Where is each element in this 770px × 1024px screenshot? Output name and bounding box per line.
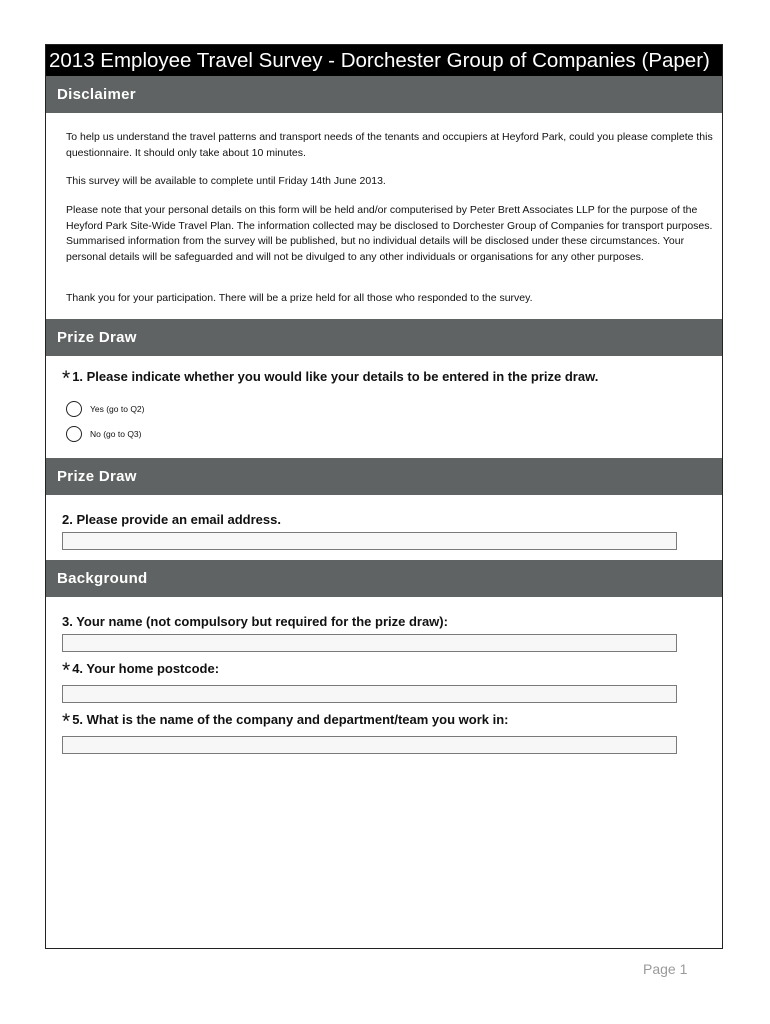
question-2: 2. Please provide an email address. xyxy=(62,512,281,527)
question-1 xyxy=(62,367,598,391)
question-3: 3. Your name (not compulsory but required for the prize draw): xyxy=(62,614,448,629)
radio-yes[interactable] xyxy=(66,401,82,417)
disclaimer-paragraph-privacy: Please note that your personal details on this form will be held and/or computerised by Peter Brett Associates LLP for the purpose of the Heyford Park Site-Wide Travel Plan. The information collected may be disclosed to Dorchester Group of Companies for transport purposes. Summarised information from the survey will be published, but no individual details will be disclosed under these circumstances. Your personal details will be safeguarded and will not be divulged to any other individuals or organisations for any other purposes. xyxy=(66,204,713,263)
survey-page-frame xyxy=(45,44,723,949)
survey-title: 2013 Employee Travel Survey - Dorchester Group of Companies (Paper) xyxy=(46,45,722,76)
disclaimer-paragraph-deadline: This survey will be available to complete until Friday 14th June 2013. xyxy=(66,175,386,187)
disclaimer-paragraph-intro: To help us understand the travel patterns and transport needs of the tenants and occupiers at Heyford Park, could you please complete this questionnaire. It should only take about 10 minutes. xyxy=(66,131,713,159)
required-asterisk-icon: * xyxy=(62,659,71,682)
disclaimer-paragraph-thanks: Thank you for your participation. There will be a prize held for all those who responded to the survey. xyxy=(66,292,533,304)
section-header-background: Background xyxy=(46,560,722,597)
radio-option-no[interactable] xyxy=(66,424,142,444)
radio-no[interactable] xyxy=(66,426,82,442)
question-5-text: 5. What is the name of the company and department/team you work in: xyxy=(72,712,509,727)
company-department-field[interactable] xyxy=(62,736,677,754)
page-number: Page 1 xyxy=(643,961,688,977)
postcode-field[interactable] xyxy=(62,685,677,703)
radio-yes-label: Yes (go to Q2) xyxy=(90,404,145,414)
required-asterisk-icon: * xyxy=(62,710,71,733)
email-field[interactable] xyxy=(62,532,677,550)
question-4-text: 4. Your home postcode: xyxy=(72,661,220,676)
radio-option-yes[interactable] xyxy=(66,399,145,419)
name-field[interactable] xyxy=(62,634,677,652)
section-header-prize-draw-email: Prize Draw xyxy=(46,458,722,495)
required-asterisk-icon: * xyxy=(62,367,71,390)
question-1-text: 1. Please indicate whether you would like your details to be entered in the prize draw. xyxy=(72,369,599,384)
section-header-prize-draw: Prize Draw xyxy=(46,319,722,356)
radio-no-label: No (go to Q3) xyxy=(90,429,142,439)
question-4 xyxy=(62,659,219,683)
section-header-disclaimer: Disclaimer xyxy=(46,76,722,113)
question-5 xyxy=(62,710,508,734)
